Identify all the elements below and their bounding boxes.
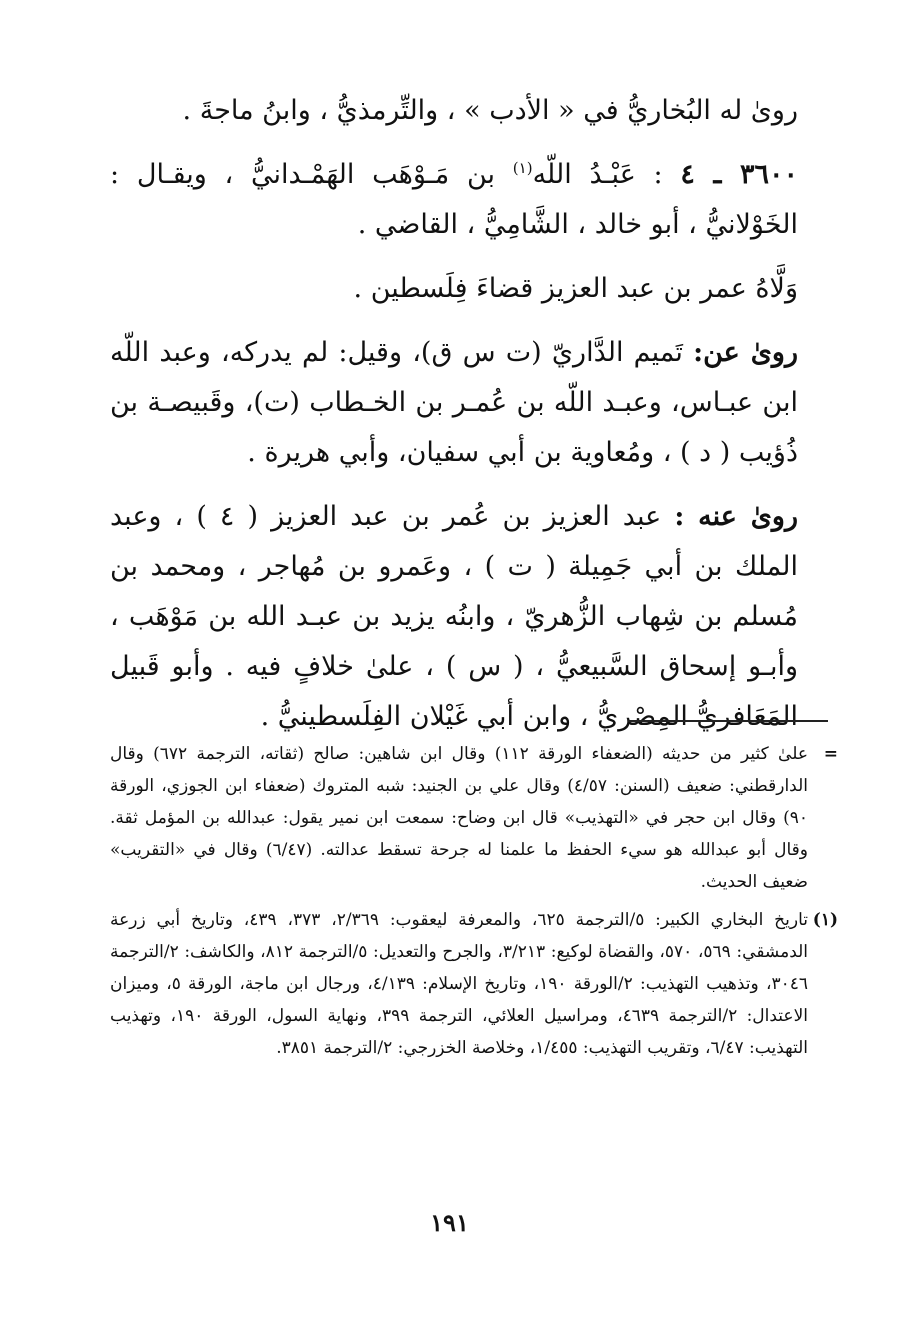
main-text [110,86,838,742]
entry-number: ٣٦٠٠ ـ ٤ [680,159,798,190]
narrated-from-text: تَميم الدَّاريّ (ت س ق)، وقيل: لم يدركه، وعبد اللّه ابن عبـاس، وعبـد اللّه بن عُمـر بن الخـطاب (ت)، وقَبيصـة بن ذُؤيب ( د ) ، ومُعاوية بن أبي سفيان، وأبي هريرة . [110,337,798,468]
biography-entry [110,150,838,250]
footnote-text: علیٰ كثير من حديثه (الضعفاء الورقة ١١٢) وقال ابن شاهين: صالح (ثقاته، الترجمة ٦٧٢) وقال الدارقطني: ضعيف (السنن: ٤/٥٧) وقال علي بن الجنيد: شبه المتروك (ضعفاء ابن الجوزي، الورقة ٩٠) وقال ابن حجر في «التهذيب» قال ابن وضاح: سمعت ابن نمير يقول: عبدالله بن المؤمل ثقة. وقال أبو عبدالله هو سيء الحفظ ما علمنا له جرحة تسقط عدالته. (٦/٤٧) وقال في «التقريب» ضعيف الحديث. [110,744,808,892]
footnote-1 [110,904,838,1064]
footnote-mark: = [823,744,838,764]
footnote-divider [628,720,828,722]
narrated-from-label: رویٰ عن: [693,337,798,368]
footnote-text: تاريخ البخاري الكبير: ٥/الترجمة ٦٢٥، والمعرفة ليعقوب: ٢/٣٦٩، ٣٧٣، ٤٣٩، وتاريخ أبي زرعة الدمشقي: ٥٦٩، ٥٧٠، والقضاة لوكيع: ٣/٢١٣، والجرح والتعديل: ٥/الترجمة ٨١٢، والكاشف: ٢/الترجمة ٣٠٤٦، وتذهيب التهذيب: ٢/الورقة ١٩٠، وتاريخ الإسلام: ٤/١٣٩، ورجال ابن ماجة، الورقة ٥، وميزان الاعتدال: ٢/الترجمة ٤٦٣٩، ومراسيل العلائي، الترجمة ٣٩٩، ونهاية السول، الورقة ١٩٠، وتهذيب التهذيب: ٦/٤٧، وتقريب التهذيب: ١/٤٥٥، وخلاصة الخزرجي: ٢/الترجمة ٣٨٥١. [110,910,809,1058]
footnote-continuation [110,738,838,898]
narrators-from-him-text: عبد العزيز بن عُمر بن عبد العزيز ( ٤ ) ، وعبد الملك بن أبي جَمِيلة ( ت ) ، وعَمرو بن مُهاجر ، ومحمد بن مُسلم بن شِهاب الزُّهريّ ، وابنُه يزيد بن عبـد الله بن مَوْهَب ، وأبـو إسحاق السَّبيعيُّ ، ( س ) ، علیٰ خلافٍ فيه . وأبو قَبيل المَعَافريُّ المِصْريُّ ، وابن أبي غَيْلان الفِلَسطينيُّ . [110,501,798,732]
narrated-from-paragraph [110,328,838,478]
page-number: ١٩١ [430,1208,469,1237]
footnote-mark: (١) [812,910,838,930]
narrators-from-him-paragraph [110,492,838,742]
entry-name: : عَبْـدُ اللّه [532,159,663,190]
narrators-from-him-label: رویٰ عنه : [674,501,799,532]
footnote-ref[interactable]: (١) [512,159,533,177]
footnotes [110,738,838,1070]
entry-rest: بن مَـوْهَب الهَمْـدانيُّ ، ويقـال : الخَوْلانيُّ ، أبو خالد ، الشَّامِيُّ ، القاضي . [110,159,798,240]
rawa-lahu-line: رویٰ له البُخاريُّ في « الأدب » ، والتِّرمذيُّ ، وابنُ ماجةَ . [182,95,798,126]
appointment-line: وَلَّاهُ عمر بن عبد العزيز قضاءَ فِلَسطين . [353,273,798,304]
